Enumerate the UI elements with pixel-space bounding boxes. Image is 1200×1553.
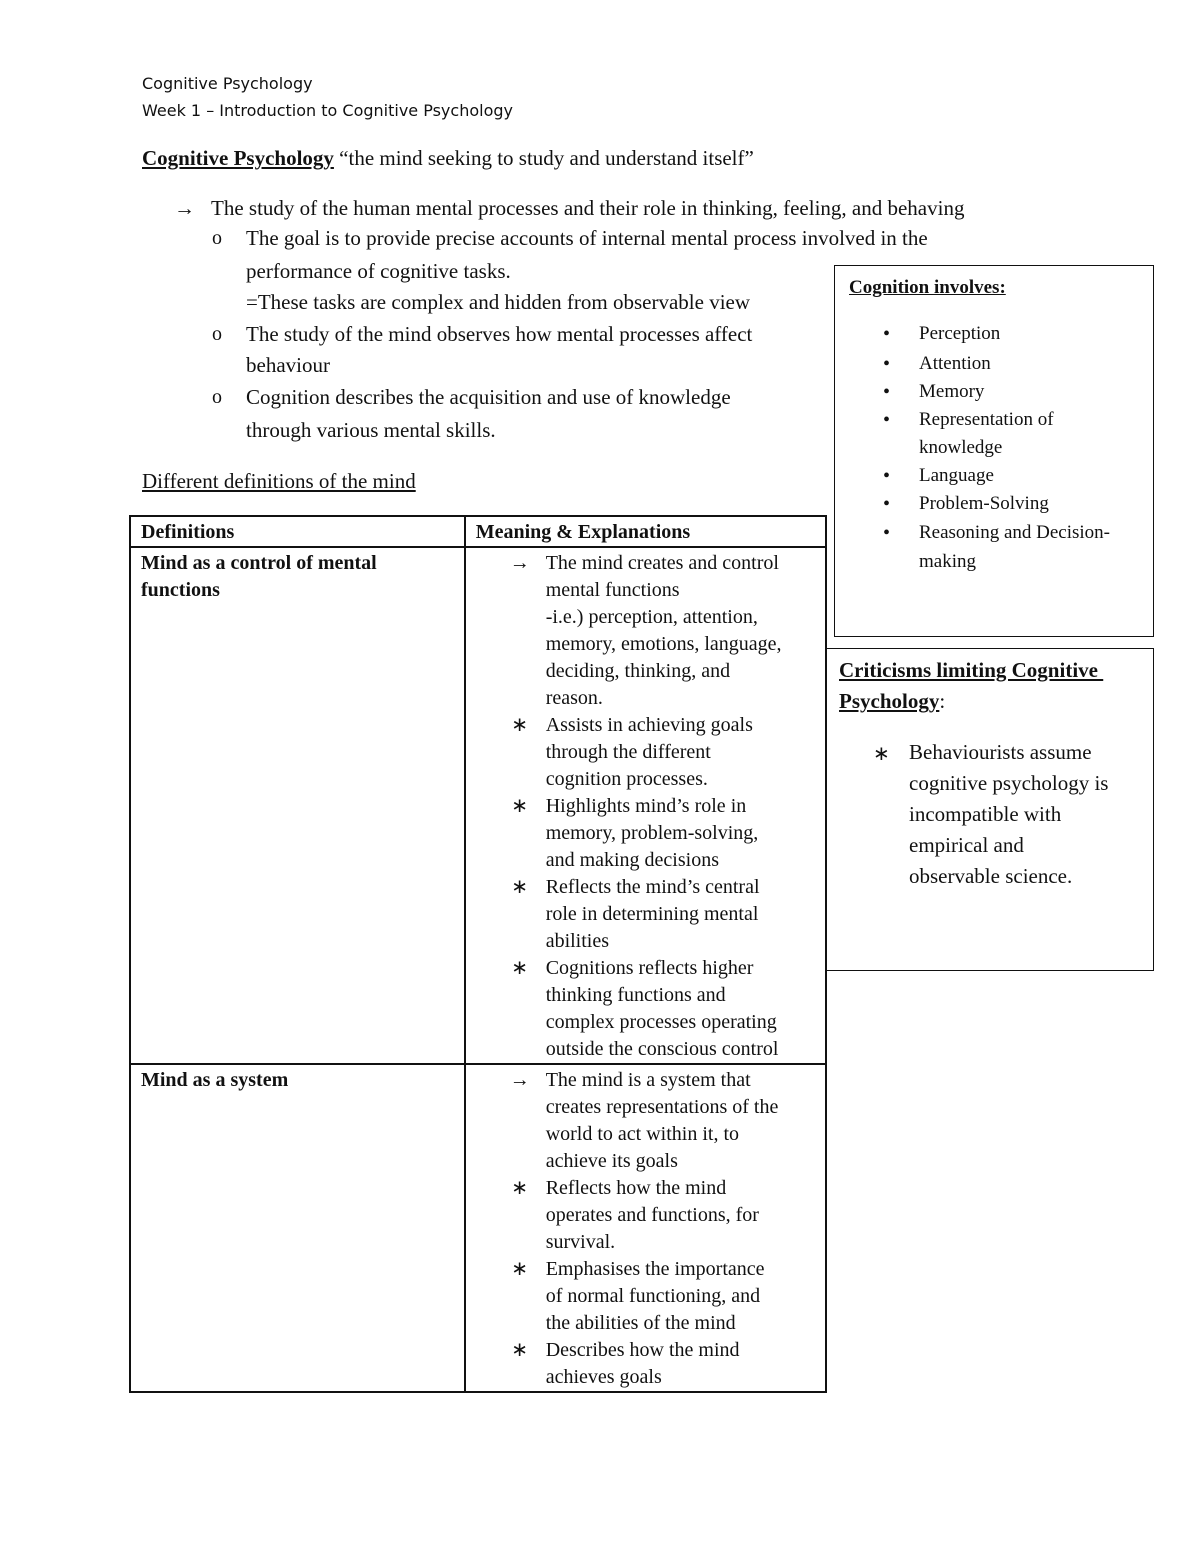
criticism-item-line: cognitive psychology is <box>909 771 1109 795</box>
cognition-item: Language <box>919 465 994 486</box>
item-line: Highlights mind’s role in <box>545 795 747 817</box>
cognition-item: Reasoning and Decision- <box>919 522 1111 543</box>
criticism-item-line: incompatible with <box>909 802 1062 826</box>
cognition-box-title: Cognition involves: <box>849 277 1006 298</box>
item-line: deciding, thinking, and <box>545 660 731 682</box>
item-line: cognition processes. <box>545 768 708 790</box>
cognition-item: making <box>919 551 976 572</box>
item-line: survival. <box>545 1231 616 1253</box>
sub-point-line: =These tasks are complex and hidden from observable view <box>246 290 751 314</box>
sub-point-line: through various mental skills. <box>246 418 496 442</box>
cognition-item: Problem-Solving <box>919 493 1049 514</box>
item-line: Assists in achieving goals <box>545 714 753 736</box>
arrow-point-text: The study of the human mental processes and their role in thinking, feeling, and behaving <box>211 196 965 220</box>
criticisms-title-line: Criticisms limiting Cognitive <box>839 658 1104 682</box>
asterisk-icon: ∗ <box>511 1339 529 1361</box>
item-line: the abilities of the mind <box>545 1312 736 1334</box>
item-line: achieves goals <box>545 1366 662 1388</box>
cognition-item: Representation of <box>919 409 1054 430</box>
sub-point-line: behaviour <box>246 353 330 377</box>
meaning-cell <box>465 547 826 1064</box>
column-header-definitions: Definitions <box>130 516 465 547</box>
asterisk-icon: ∗ <box>511 714 529 736</box>
item-line: memory, emotions, language, <box>545 633 782 655</box>
item-line: Reflects the mind’s central <box>545 876 760 898</box>
item-line: complex processes operating <box>545 1011 777 1033</box>
intro-term: Cognitive Psychology <box>142 146 334 170</box>
cognition-box <box>834 265 1154 637</box>
list-item <box>511 1256 815 1337</box>
item-line: of normal functioning, and <box>545 1285 761 1307</box>
item-line: The mind creates and control <box>545 552 779 574</box>
table-row <box>130 1064 826 1392</box>
bullet-dot-icon: • <box>883 522 891 544</box>
meaning-list <box>466 548 825 1063</box>
cognition-item: Attention <box>919 353 991 374</box>
criticisms-title <box>839 686 945 717</box>
definition-line: Mind as a system <box>141 1069 289 1091</box>
asterisk-icon: ∗ <box>511 795 529 817</box>
sub-point-line: The goal is to provide precise accounts of internal mental process involved in the <box>246 226 928 250</box>
cognition-item: Memory <box>919 381 985 402</box>
sub-point-line: performance of cognitive tasks. <box>246 259 511 283</box>
definition-cell <box>130 547 465 1064</box>
item-line: reason. <box>545 687 603 709</box>
item-line: abilities <box>545 930 610 952</box>
circle-bullet-icon: o <box>212 386 222 408</box>
item-line: mental functions <box>545 579 680 601</box>
list-item <box>509 550 815 712</box>
definition-cell <box>130 1064 465 1392</box>
bullet-dot-icon: • <box>883 353 891 375</box>
item-line: -i.e.) perception, attention, <box>545 606 758 628</box>
criticisms-box <box>826 648 1154 971</box>
cognition-item: Perception <box>919 323 1001 344</box>
column-header-meaning: Meaning & Explanations <box>465 516 826 547</box>
item-line: world to act within it, to <box>545 1123 739 1145</box>
table-row <box>130 547 826 1064</box>
arrow-right-icon: → <box>174 196 195 220</box>
item-line: Describes how the mind <box>545 1339 740 1361</box>
list-item <box>511 1175 815 1256</box>
asterisk-icon: ∗ <box>511 1258 529 1280</box>
definition-line: Mind as a control of mental <box>141 552 377 574</box>
criticism-item-line: Behaviourists assume <box>909 740 1092 764</box>
item-line: outside the conscious control <box>545 1038 779 1060</box>
asterisk-icon: ∗ <box>511 1177 529 1199</box>
list-item <box>511 793 815 874</box>
sub-point-line: Cognition describes the acquisition and use of knowledge <box>246 385 731 409</box>
list-item <box>511 874 815 955</box>
definitions-table <box>129 515 827 1393</box>
intro-definition <box>142 142 754 174</box>
table-header-row <box>130 516 826 547</box>
sub-point-line: The study of the mind observes how mental processes affect <box>246 322 753 346</box>
asterisk-icon: ∗ <box>873 743 890 765</box>
item-line: Emphasises the importance <box>545 1258 765 1280</box>
item-line: through the different <box>545 741 711 763</box>
arrow-right-icon: → <box>509 552 530 574</box>
week-title: Week 1 – Introduction to Cognitive Psychology <box>142 101 513 120</box>
definitions-heading: Different definitions of the mind <box>142 469 416 493</box>
bullet-dot-icon: • <box>883 323 891 345</box>
item-line: memory, problem-solving, <box>545 822 759 844</box>
intro-quote: “the mind seeking to study and understand itself” <box>333 146 754 170</box>
item-line: Cognitions reflects higher <box>545 957 754 979</box>
circle-bullet-icon: o <box>212 227 222 249</box>
bullet-dot-icon: • <box>883 493 891 515</box>
list-item <box>509 1067 815 1175</box>
arrow-right-icon: → <box>509 1069 530 1091</box>
item-line: role in determining mental <box>545 903 759 925</box>
item-line: Reflects how the mind <box>545 1177 727 1199</box>
item-line: achieve its goals <box>545 1150 678 1172</box>
criticism-item-line: empirical and <box>909 833 1024 857</box>
bullet-dot-icon: • <box>883 409 891 431</box>
list-item <box>511 955 815 1063</box>
bullet-dot-icon: • <box>883 381 891 403</box>
criticism-item-line: observable science. <box>909 864 1073 888</box>
circle-bullet-icon: o <box>212 323 222 345</box>
meaning-cell <box>465 1064 826 1392</box>
course-title: Cognitive Psychology <box>142 74 313 93</box>
definition-line: functions <box>141 579 220 601</box>
item-line: operates and functions, for <box>545 1204 759 1226</box>
criticisms-title-line: Psychology <box>839 689 940 713</box>
bullet-dot-icon: • <box>883 465 891 487</box>
asterisk-icon: ∗ <box>511 876 529 898</box>
list-item <box>511 712 815 793</box>
list-item <box>511 1337 815 1391</box>
item-line: thinking functions and <box>545 984 726 1006</box>
item-line: The mind is a system that <box>545 1069 751 1091</box>
criticisms-title-suffix: : <box>939 689 946 713</box>
item-line: and making decisions <box>545 849 719 871</box>
cognition-item: knowledge <box>919 437 1003 458</box>
asterisk-icon: ∗ <box>511 957 529 979</box>
item-line: creates representations of the <box>545 1096 779 1118</box>
meaning-list <box>466 1065 825 1391</box>
